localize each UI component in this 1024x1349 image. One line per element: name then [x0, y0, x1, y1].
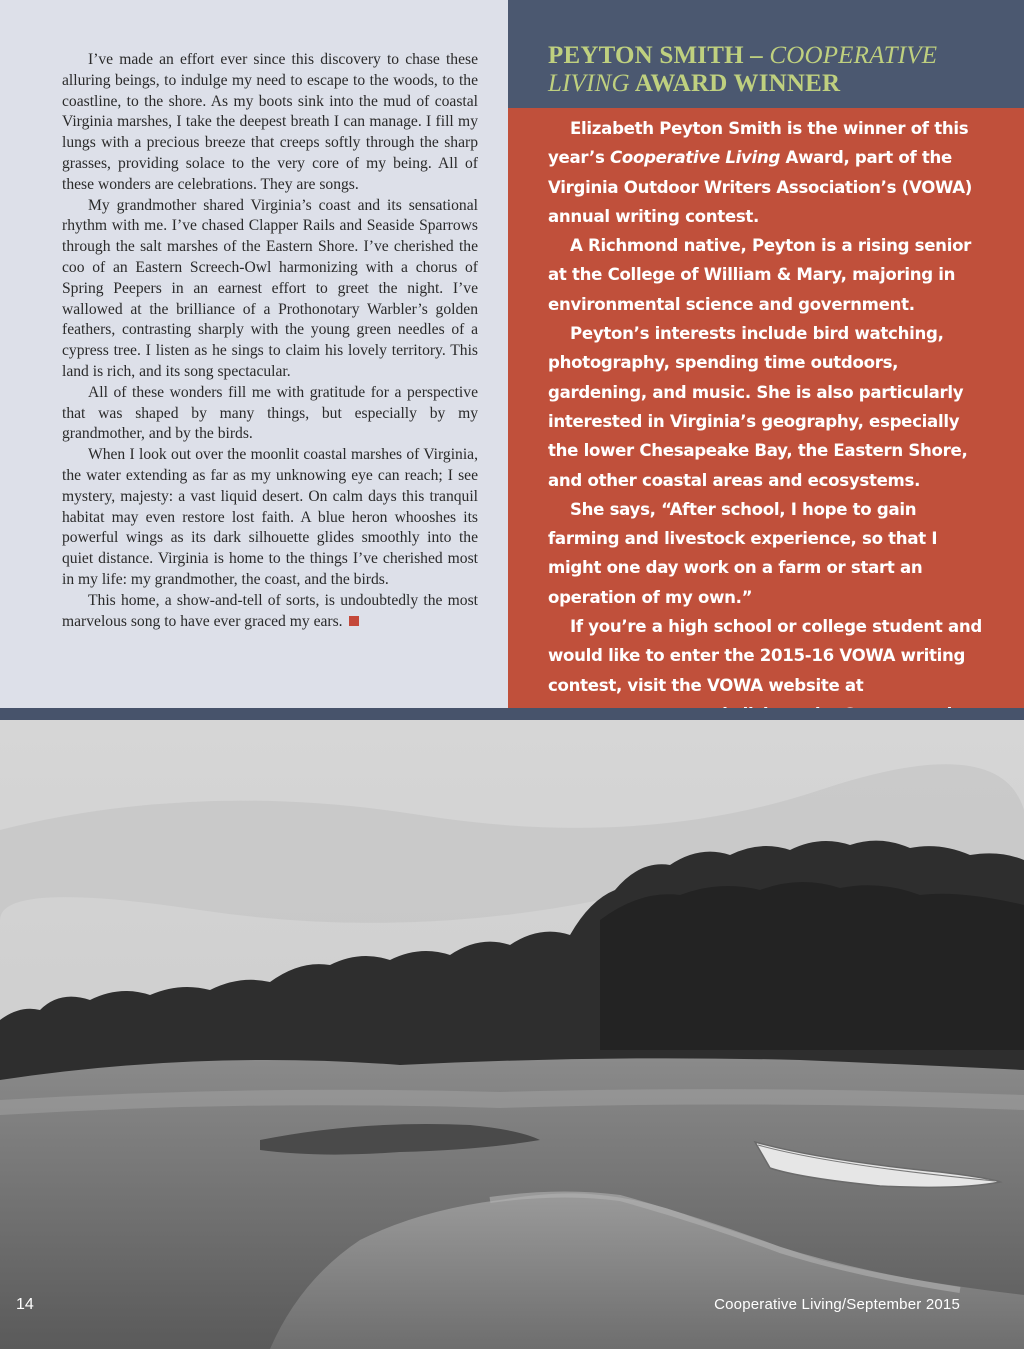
sidebar-header — [508, 0, 1024, 108]
sidebar-p1-b: Award, part of the Virginia Outdoor Writers Association’s (VOWA) annual writing contest. — [548, 148, 973, 226]
sidebar-paragraph-1 — [548, 114, 986, 231]
article-body — [62, 50, 478, 632]
sidebar-title-part2: AWARD WINNER — [629, 70, 841, 97]
article-paragraph-5 — [62, 591, 478, 633]
end-of-article-icon — [349, 616, 359, 626]
sidebar-paragraph-5: If you’re a high school or college student and would like to enter the 2015-16 VOWA writing contest, visit the VOWA website at — [548, 617, 982, 695]
article-paragraph-1: I’ve made an effort ever since this discovery to chase these alluring beings, to indulge my need to escape to the woods, to the coastline, to the shore. As my boots sink into the mud of coastal Virginia marshes, I take the deepest breath I can manage. I fill my lungs with a precious breeze that creeps softly through the sharp grasses, providing solace to the very core of my being. All of these wonders are celebrations. They are songs. — [62, 51, 478, 193]
sidebar-title-italic: COOPERATIVE LIVING — [548, 42, 938, 97]
section-divider — [0, 708, 1024, 720]
article-paragraph-4: When I look out over the moonlit coastal marshes of Virginia, the water extending as far as my unknowing eye can reach; I see mystery, majesty: a vast liquid desert. On calm days this tranquil habitat may even restore lost faith. A blue heron whooshes its powerful wings as its dark silhouette glides smoothly into the quiet distance. Virginia is home to the things I’ve cherished most in my life: my grandmother, the coast, and the birds. — [62, 446, 478, 588]
publication-credit: Cooperative Living/September 2015 — [714, 1296, 960, 1313]
sidebar-body — [508, 108, 1024, 708]
article-paragraph-3: All of these wonders fill me with gratitude for a perspective that was shaped by many things, but especially by my grandmother, and by the birds. — [62, 383, 478, 443]
marsh-photo — [0, 720, 1024, 1349]
sidebar-p1-a: Elizabeth Peyton Smith is the winner of this year’s — [548, 119, 969, 168]
page-number: 14 — [16, 1296, 34, 1313]
sidebar-title — [548, 42, 1008, 98]
sidebar-title-part1: PEYTON SMITH – — [548, 42, 770, 69]
sidebar-text — [548, 114, 986, 729]
article-paragraph-5-text: This home, a show-and-tell of sorts, is undoubtedly the most marvelous song to have ever graced my ears. — [62, 591, 478, 630]
sidebar-paragraph-3: Peyton’s interests include bird watching, photography, spending time outdoors, gardening, and music. She is also particularly interested in Virginia’s geography, especially the lower Chesapeake Bay, the Eastern Shore, and other coastal areas and ecosystems. — [548, 324, 968, 490]
sidebar-paragraph-2: A Richmond native, Peyton is a rising senior at the College of William & Mary, majoring in environmental science and government. — [548, 236, 972, 314]
sidebar-paragraph-4: She says, “After school, I hope to gain farming and livestock experience, so that I might one day work on a farm or start an operation of my own.” — [548, 499, 938, 607]
article-paragraph-2: My grandmother shared Virginia’s coast and its sensational rhythm with me. I’ve chased Clapper Rails and Seaside Sparrows through the salt marshes of the Eastern Shore. I’ve cherished the coo of an Eastern Screech-Owl harmonizing with a chorus of Spring Peepers in an earnest effort to greet the night. I’ve wallowed at the brilliance of a Prothonotary Warbler’s golden feathers, contrasting sharply with the young green needles of a cypress tree. I listen as he sings to claim his lovely territory. This land is rich, and its song spectacular. — [62, 196, 478, 380]
article-column — [0, 0, 508, 708]
marsh-photo-illustration — [0, 720, 1024, 1349]
sidebar-p1-italic: Cooperative Living — [610, 148, 781, 168]
